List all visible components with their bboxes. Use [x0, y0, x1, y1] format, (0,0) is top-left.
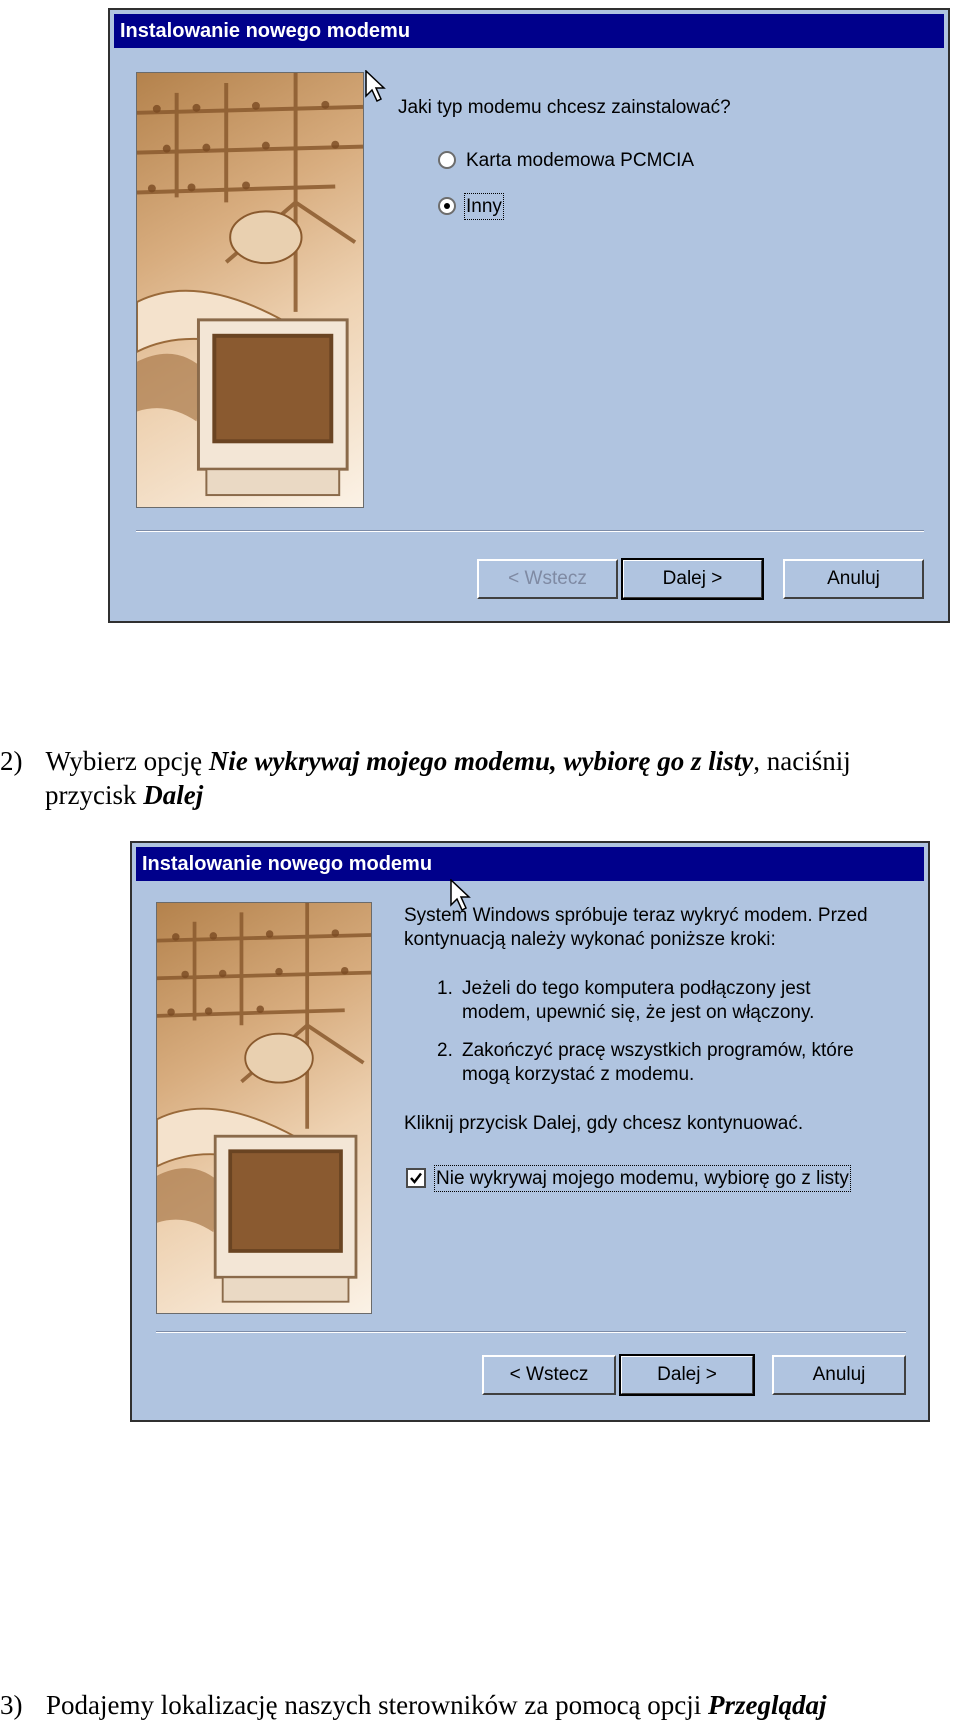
- dialog-title: Instalowanie nowego modemu: [142, 853, 433, 875]
- step-2-number: 2): [0, 746, 23, 776]
- cancel-button[interactable]: Anuluj: [772, 1355, 906, 1395]
- next-button[interactable]: Dalej >: [622, 559, 763, 599]
- step-2-option-name: Nie wykrywaj mojego modemu, wybiorę go z listy: [208, 746, 754, 776]
- step-number: 1.: [437, 978, 453, 999]
- step-text-line2: modem, upewnić się, że jest on włączony.: [462, 1002, 815, 1023]
- step-2-line2-text: przycisk: [45, 780, 144, 810]
- mouse-cursor-icon: [365, 70, 387, 104]
- checkmark-icon: [409, 1171, 423, 1185]
- dialog-title-bar: [136, 847, 924, 881]
- skip-detection-checkbox[interactable]: [406, 1168, 426, 1188]
- step-text-line2: mogą korzystać z modemu.: [462, 1064, 695, 1085]
- button-separator: [136, 530, 924, 532]
- step-number: 2.: [437, 1040, 453, 1061]
- back-button[interactable]: < Wstecz: [477, 559, 618, 599]
- continue-instruction: Kliknij przycisk Dalej, gdy chcesz kontynuować.: [404, 1113, 804, 1134]
- radio-pcmcia-label[interactable]: Karta modemowa PCMCIA: [466, 150, 695, 171]
- modem-type-question: Jaki typ modemu chcesz zainstalować?: [398, 97, 731, 118]
- modem-type-dialog: [108, 8, 950, 623]
- radio-other[interactable]: [438, 197, 456, 215]
- button-separator: [156, 1331, 906, 1333]
- step-3-number: 3): [0, 1690, 23, 1720]
- cancel-button[interactable]: Anuluj: [783, 559, 924, 599]
- modem-illustration: [136, 72, 364, 508]
- step-text-line1: Zakończyć pracę wszystkich programów, które: [462, 1040, 854, 1061]
- step-2-instruction-line2: [45, 778, 203, 812]
- step-2-instruction: [0, 744, 851, 778]
- step-2-text-before: Wybierz opcję: [45, 746, 209, 776]
- modem-illustration: [156, 902, 372, 1314]
- step-2-button-name: Dalej: [143, 780, 204, 810]
- next-button[interactable]: Dalej >: [620, 1355, 754, 1395]
- radio-other-label[interactable]: Inny: [466, 196, 502, 217]
- back-button[interactable]: < Wstecz: [482, 1355, 616, 1395]
- dialog-title: Instalowanie nowego modemu: [120, 20, 411, 42]
- skip-detection-label[interactable]: Nie wykrywaj mojego modemu, wybiorę go z listy: [436, 1168, 849, 1189]
- step-text-line1: Jeżeli do tego komputera podłączony jest: [462, 978, 811, 999]
- step-2-text-after: , naciśnij: [753, 746, 851, 776]
- step-3-option-name: Przeglądaj: [708, 1690, 827, 1720]
- radio-pcmcia[interactable]: [438, 151, 456, 169]
- step-3-text-before: Podajemy lokalizację naszych sterowników za pomocą opcji: [46, 1690, 709, 1720]
- detection-intro-line1: System Windows spróbuje teraz wykryć modem. Przed: [404, 905, 868, 926]
- detection-intro-line2: kontynuacją należy wykonać poniższe kroki:: [404, 929, 776, 950]
- dialog-title-bar: [114, 14, 944, 48]
- step-3-instruction: [0, 1688, 827, 1722]
- modem-detection-dialog: [130, 841, 930, 1422]
